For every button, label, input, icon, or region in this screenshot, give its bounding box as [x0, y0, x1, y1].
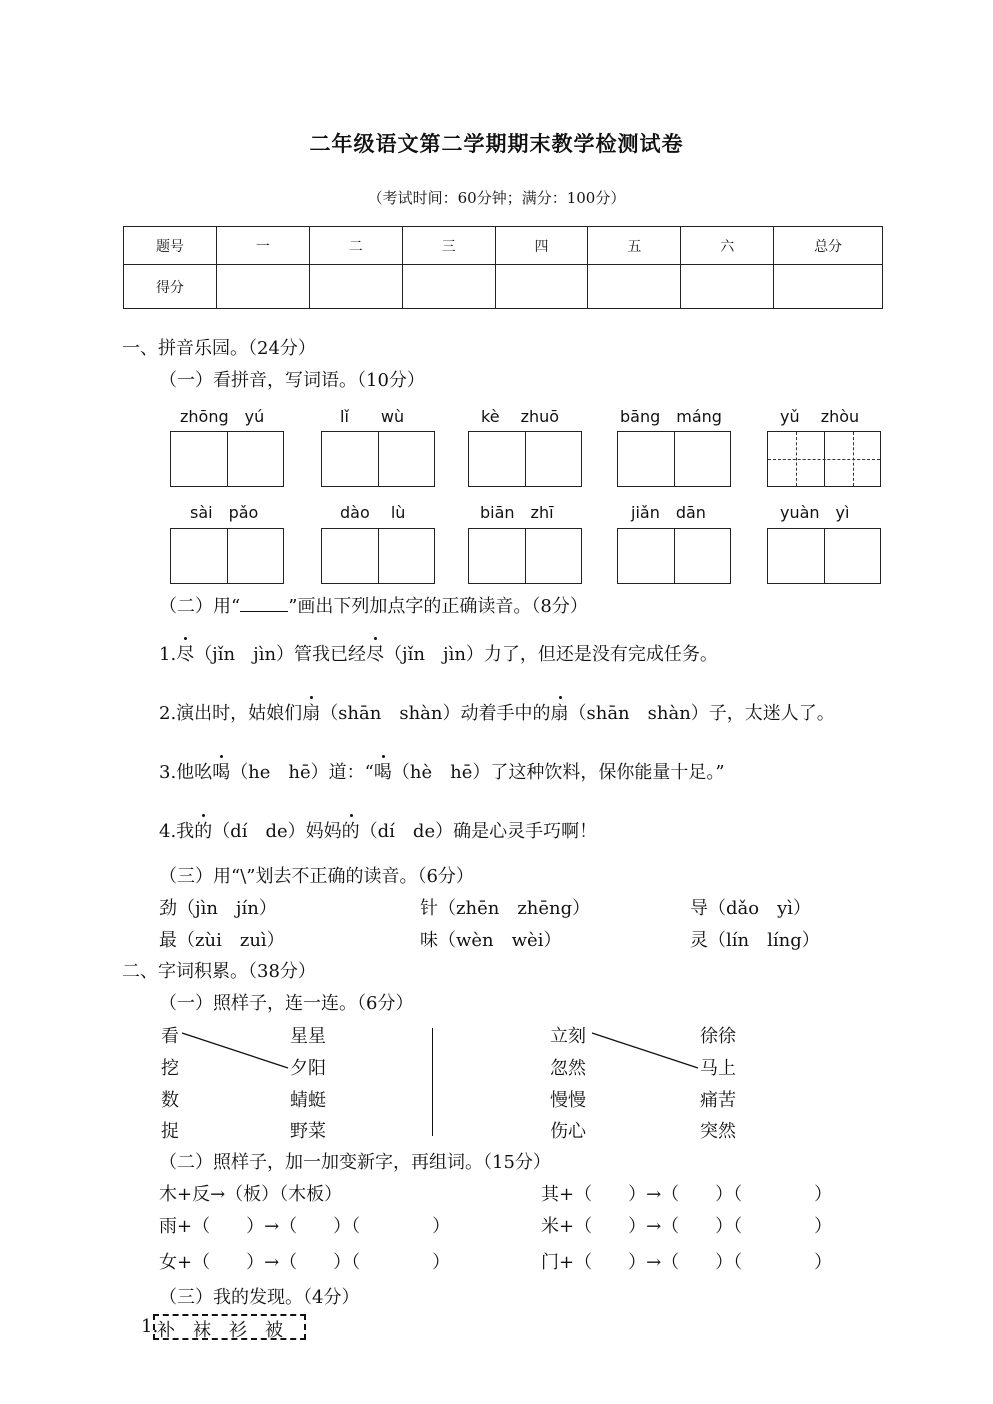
pinyin-label: biān zhī: [480, 503, 554, 522]
match-word-left[interactable]: 数: [161, 1090, 179, 1111]
table-header-cell: 三: [402, 227, 495, 265]
exam-info: （考试时间：60分钟；满分：100分）: [367, 189, 626, 207]
table-header-cell: 五: [588, 227, 681, 265]
section1-heading: 一、拼音乐园。（24分）: [122, 338, 316, 359]
question-line: 2.演出时，姑娘们扇（shān shàn）动着手中的扇（shān shàn）子，太迷人了。: [159, 699, 835, 725]
match-word-right[interactable]: 蜻蜓: [290, 1090, 326, 1111]
score-row-label: 得分: [124, 265, 217, 309]
match-word-right[interactable]: 夕阳: [290, 1058, 326, 1079]
pinyin-label: yǔ zhòu: [780, 407, 860, 426]
discovery-item-number: 1.: [141, 1316, 159, 1337]
pinyin-choice-item[interactable]: 灵（lín líng）: [690, 930, 820, 951]
pinyin-label: kè zhuō: [481, 407, 560, 426]
add-word-item[interactable]: 木+反→（板）（木板）: [159, 1184, 343, 1205]
pinyin-label: dào lù: [340, 503, 406, 522]
match-word-right[interactable]: 突然: [700, 1121, 736, 1142]
question-line: 3.他吆喝（he hē）道：“喝（hè hē）了这种饮料，保你能量十足。”: [159, 758, 725, 784]
part3-heading: （三）用“\”划去不正确的读音。（6分）: [159, 866, 474, 887]
part1-heading: （一）看拼音，写词语。（10分）: [159, 370, 425, 391]
match-word-left[interactable]: 捉: [161, 1121, 179, 1142]
pinyin-choice-item[interactable]: 导（dǎo yì）: [690, 898, 812, 919]
pinyin-choice-item[interactable]: 针（zhēn zhēng）: [420, 898, 591, 919]
add-word-item[interactable]: 米+（ ）→（ ）（ ）: [541, 1216, 833, 1237]
section2-heading: 二、字词积累。（38分）: [122, 961, 316, 982]
table-header-cell: 六: [681, 227, 774, 265]
add-word-item[interactable]: 雨+（ ）→（ ）（ ）: [159, 1216, 451, 1237]
part2-heading: （二）用“ ”画出下列加点字的正确读音。（8分）: [159, 596, 588, 617]
page-title: 二年级语文第二学期期末教学检测试卷: [309, 131, 684, 156]
discovery-chars: 补 袜 衫 被: [157, 1320, 283, 1341]
pinyin-label: zhōng yú: [180, 407, 265, 426]
question-line: 4.我的（dí de）妈妈的（dí de）确是心灵手巧啊！: [159, 817, 597, 843]
match-word-left[interactable]: 忽然: [550, 1058, 586, 1079]
pinyin-label: bāng máng: [620, 407, 722, 426]
part1-heading: （一）照样子，连一连。（6分）: [159, 993, 414, 1014]
match-word-right[interactable]: 野菜: [290, 1121, 326, 1142]
match-word-right[interactable]: 痛苦: [700, 1090, 736, 1111]
part3-heading: （三）我的发现。（4分）: [159, 1287, 360, 1308]
match-word-left[interactable]: 伤心: [550, 1121, 586, 1142]
pinyin-choice-item[interactable]: 劲（jìn jín）: [159, 898, 277, 919]
table-header-cell: 四: [495, 227, 588, 265]
example-match-line: [592, 1033, 698, 1068]
table-header-cell: 二: [309, 227, 402, 265]
pinyin-label: yuàn yì: [780, 503, 850, 522]
match-word-left[interactable]: 立刻: [550, 1026, 586, 1047]
match-word-left[interactable]: 慢慢: [550, 1090, 586, 1111]
pinyin-label: lǐ wù: [340, 407, 405, 426]
pinyin-label: jiǎn dān: [631, 503, 706, 522]
pinyin-choice-item[interactable]: 最（zùi zuì）: [159, 930, 285, 951]
table-header-cell: 总分: [774, 227, 883, 265]
add-word-item[interactable]: 门+（ ）→（ ）（ ）: [541, 1252, 833, 1273]
add-word-item[interactable]: 其+（ ）→（ ）（ ）: [541, 1184, 833, 1205]
table-header-cell: 一: [216, 227, 309, 265]
match-word-right[interactable]: 星星: [290, 1026, 326, 1047]
part2-heading: （二）照样子，加一加变新字，再组词。（15分）: [159, 1152, 551, 1173]
add-word-item[interactable]: 女+（ ）→（ ）（ ）: [159, 1252, 451, 1273]
match-word-left[interactable]: 看: [161, 1026, 179, 1047]
pinyin-label: sài pǎo: [190, 503, 259, 522]
match-word-right[interactable]: 徐徐: [700, 1026, 736, 1047]
example-match-line: [182, 1033, 288, 1068]
pinyin-choice-item[interactable]: 味（wèn wèi）: [420, 930, 562, 951]
match-word-left[interactable]: 挖: [161, 1058, 179, 1079]
question-line: 1.尽（jǐn jìn）管我已经尽（jǐn jìn）力了，但还是没有完成任务。: [159, 640, 718, 666]
table-header-cell: 题号: [124, 227, 217, 265]
match-word-right[interactable]: 马上: [700, 1058, 736, 1079]
